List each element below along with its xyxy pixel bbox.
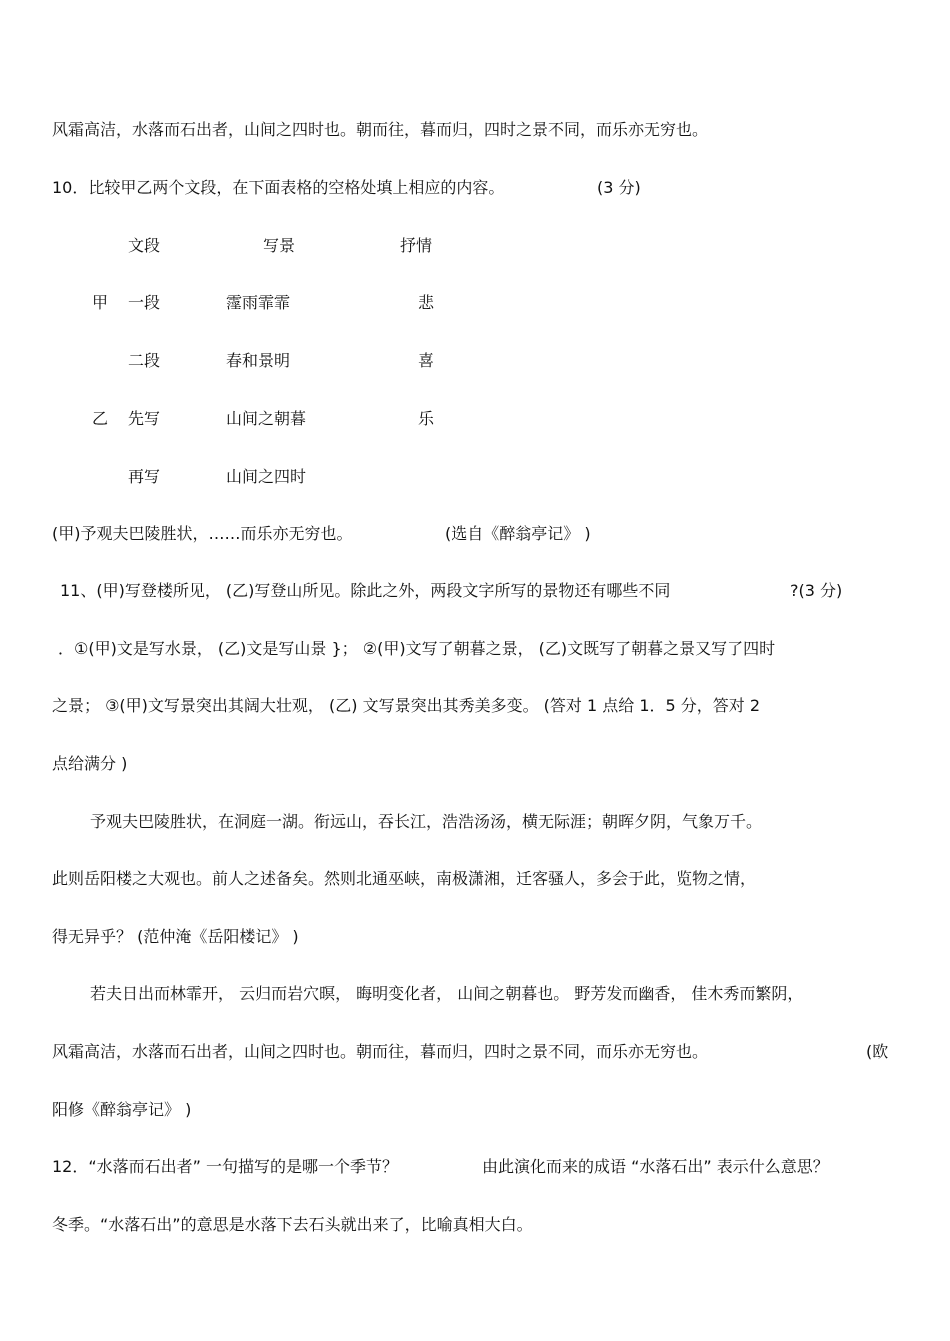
answer-11-line: ．①(甲)文是写水景， (乙)文是写山景 }； ②(甲)文写了朝暮之景， (乙)文既写了朝暮之景又写了四时 xyxy=(58,639,776,658)
table-cell-section: 二段 xyxy=(128,351,161,370)
question-10-score: (3 分) xyxy=(597,178,641,197)
source-note: (选自《醉翁亭记》 ) xyxy=(445,524,591,543)
passage-yi-source: (欧 xyxy=(866,1042,889,1061)
question-12: 12．“水落而石出者” 一句描写的是哪一个季节？ xyxy=(52,1157,399,1176)
question-12-part2: 由此演化而来的成语 “水落石出” 表示什么意思？ xyxy=(482,1157,829,1176)
table-cell-emotion: 乐 xyxy=(418,409,435,428)
table-header-section: 文段 xyxy=(128,236,161,255)
text-line: 风霜高洁，水落而石出者，山间之四时也。朝而往，暮而归，四时之景不同，而乐亦无穷也。 xyxy=(52,120,709,139)
table-cell-section: 一段 xyxy=(128,293,161,312)
answer-11-line: 之景； ③(甲)文写景突出其阔大壮观， (乙) 文写景突出其秀美多变。 (答对 1 点给 1．5 分，答对 2 xyxy=(52,696,761,715)
table-cell-section: 先写 xyxy=(128,409,161,428)
table-cell-scene: 山间之朝暮 xyxy=(226,409,307,428)
table-cell-scene: 山间之四时 xyxy=(226,467,307,486)
table-cell-scene: 春和景明 xyxy=(226,351,291,370)
passage-jia-line: 得无异乎？ (范仲淹《岳阳楼记》 ) xyxy=(52,927,299,946)
text-line: (甲)予观夫巴陵胜状，……而乐亦无穷也。 xyxy=(52,524,353,543)
table-cell-section: 再写 xyxy=(128,467,161,486)
passage-jia-line: 此则岳阳楼之大观也。前人之述备矣。然则北通巫峡，南极潇湘，迁客骚人，多会于此，览物之情， xyxy=(52,869,757,888)
table-header-scene: 写景 xyxy=(263,236,296,255)
passage-yi-line: 若夫日出而林霏开， 云归而岩穴暝， 晦明变化者， 山间之朝暮也。 野芳发而幽香， 佳木秀而繁阴， xyxy=(90,984,804,1003)
answer-11-line: 点给满分 ) xyxy=(52,754,128,773)
table-cell-emotion: 悲 xyxy=(418,293,435,312)
passage-jia-line: 予观夫巴陵胜状，在洞庭一湖。衔远山，吞长江，浩浩汤汤，横无际涯；朝晖夕阴，气象万千。 xyxy=(90,812,763,831)
table-cell-scene: 霪雨霏霏 xyxy=(226,293,291,312)
question-11: 11、(甲)写登楼所见， (乙)写登山所见。除此之外，两段文字所写的景物还有哪些不同 xyxy=(60,581,671,600)
passage-yi-line: 阳修《醉翁亭记》 ) xyxy=(52,1100,192,1119)
question-11-score: ?(3 分) xyxy=(790,581,843,600)
table-group-jia: 甲 xyxy=(92,293,109,312)
answer-12: 冬季。“水落石出”的意思是水落下去石头就出来了，比喻真相大白。 xyxy=(52,1215,533,1234)
question-10: 10．比较甲乙两个文段，在下面表格的空格处填上相应的内容。 xyxy=(52,178,505,197)
table-cell-emotion: 喜 xyxy=(418,351,435,370)
table-header-emotion: 抒情 xyxy=(400,236,433,255)
passage-yi-line: 风霜高洁，水落而石出者，山间之四时也。朝而往，暮而归，四时之景不同，而乐亦无穷也。 xyxy=(52,1042,709,1061)
table-group-yi: 乙 xyxy=(92,409,109,428)
